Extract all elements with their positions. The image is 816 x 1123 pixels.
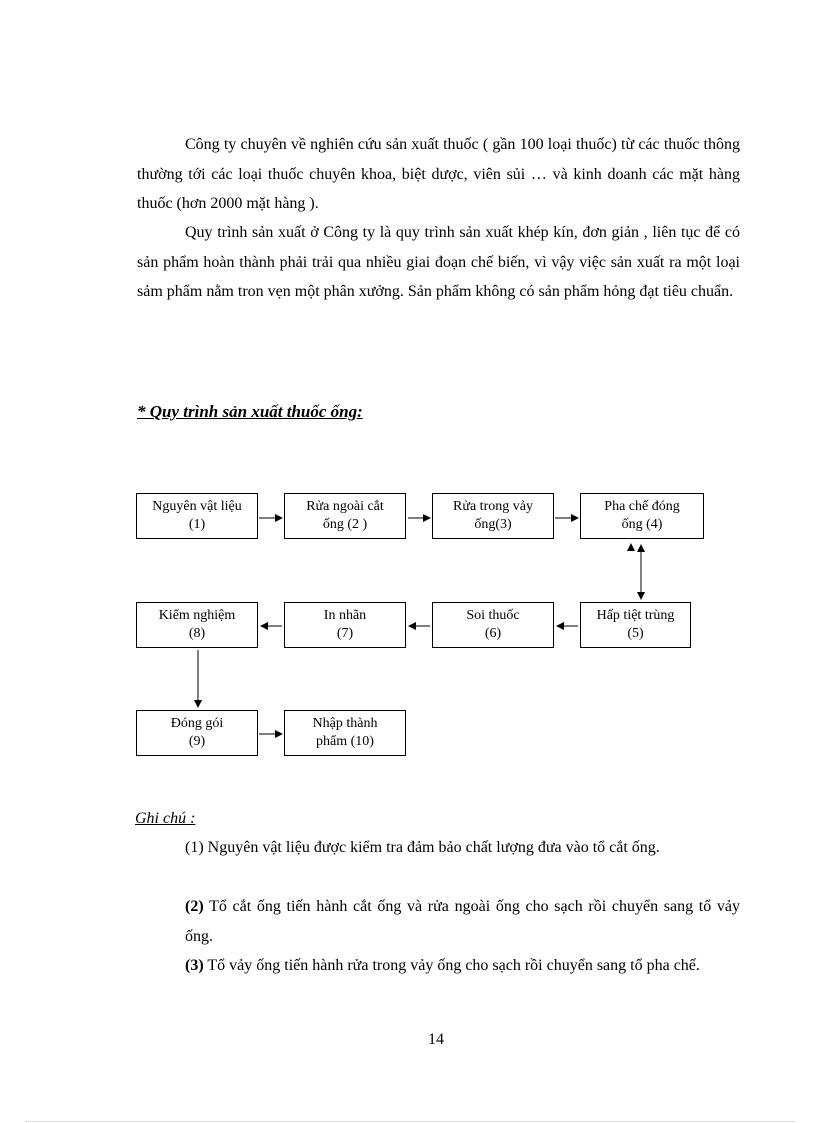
- step-8-box: Kiểm nghiệm (8): [136, 602, 258, 648]
- notes-title: Ghi chú :: [135, 810, 196, 827]
- step-6-box: Soi thuốc (6): [432, 602, 554, 648]
- step-1-box: Nguyên vật liệu (1): [136, 493, 258, 539]
- step-9-box: Đóng gói (9): [136, 710, 258, 756]
- note-item-1: (1) Nguyên vật liệu được kiểm tra đảm bảo chất lượng đưa vào tổ cắt ống.: [185, 839, 660, 856]
- process-paragraph: Quy trình sản xuất ở Công ty là quy trình sản xuất khép kín, đơn giản , liên tục để có sản phẩm hoàn thành phải trải qua nhiều giai đoạn chế biến, vì vậy việc sản xuất ra một loại sảm phẩm nằm tron vẹn một phân xưởng. Sản phẩm không có sản phẩm hỏng đạt tiêu chuẩn.: [137, 224, 740, 300]
- intro-paragraph: Công ty chuyên về nghiên cứu sản xuất thuốc ( gần 100 loại thuốc) từ các thuốc thông thường tới các loại thuốc chuyên khoa, biệt dược, viên sủi … và kinh doanh các mặt hàng thuốc (hơn 2000 mặt hàng ).: [137, 136, 740, 212]
- step-5-box: Hấp tiệt trùng (5): [580, 602, 691, 648]
- note-item-3: (3) Tổ vảy ống tiến hành rửa trong vảy ống cho sạch rồi chuyển sang tổ pha chế.: [185, 957, 700, 974]
- step-2-box: Rửa ngoài cắt ống (2 ): [284, 493, 406, 539]
- step-3-box: Rửa trong vảy ống(3): [432, 493, 554, 539]
- section-heading: * Quy trình sản xuất thuốc ống:: [137, 402, 363, 421]
- arrow-5-4-head: [627, 543, 635, 551]
- step-4-box: Pha chế đóng ống (4): [580, 493, 704, 539]
- page-bottom-divider: [25, 1121, 795, 1122]
- step-10-box: Nhập thành phẩm (10): [284, 710, 406, 756]
- note-item-2: (2) Tổ cắt ống tiến hành cắt ống và rửa ngoài ống cho sạch rồi chuyển sang tổ vảy ống.: [185, 898, 741, 945]
- page-number: 14: [428, 1031, 444, 1048]
- step-7-box: In nhãn (7): [284, 602, 406, 648]
